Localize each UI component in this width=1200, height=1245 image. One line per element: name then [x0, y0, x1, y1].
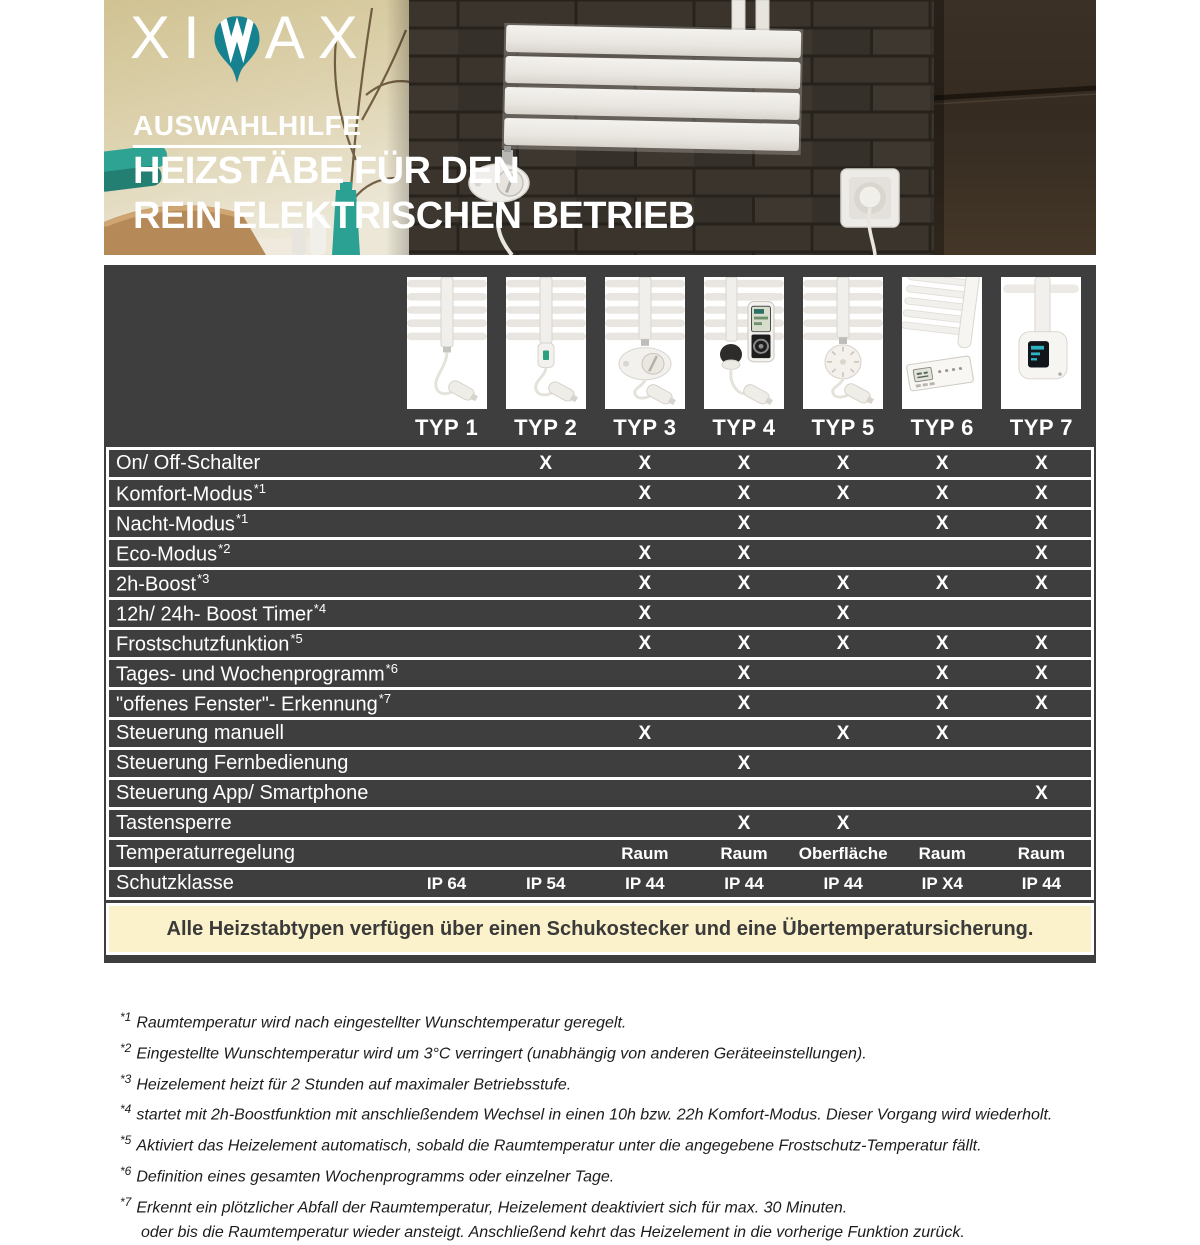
feature-cell-typ5: X — [836, 812, 850, 834]
feature-label-superscript: *3 — [197, 570, 210, 586]
feature-cell-typ7: Raum — [1017, 843, 1066, 863]
footnote-marker: *6 — [120, 1164, 132, 1179]
feature-row — [109, 480, 1091, 510]
feature-cell-typ5: X — [836, 482, 850, 504]
feature-cell-typ6: Raum — [918, 843, 966, 863]
comparison-table — [104, 265, 1096, 963]
column-header-typ3: TYP 3 — [613, 415, 677, 440]
feature-label: Schutzklasse — [116, 872, 234, 894]
feature-row — [109, 720, 1091, 750]
kicker-heading: AUSWAHLHILFE — [133, 110, 361, 148]
feature-cell-typ5: X — [836, 572, 850, 594]
title-line2: REIN ELEKTRISCHEN BETRIEB — [133, 195, 695, 237]
feature-cell-typ1: IP 64 — [426, 873, 467, 893]
footnote-2 — [120, 1036, 1096, 1067]
feature-cell-typ2: X — [539, 452, 553, 474]
feature-label-superscript: *2 — [218, 540, 231, 556]
title-line1: HEIZSTÄBE FÜR DEN — [133, 150, 520, 192]
footnote-text: oder bis die Raumtemperatur wieder ansteigt. Anschließend kehrt das Heizelement in die vorherige Funktion zurück. — [141, 1223, 965, 1241]
feature-row — [109, 510, 1091, 540]
feature-cell-typ5: X — [836, 722, 850, 744]
feature-cell-typ6: X — [935, 482, 949, 504]
footnote-7 — [120, 1190, 1096, 1221]
footnote-text: Erkennt ein plötzlicher Abfall der Raumtemperatur, Heizelement deaktiviert sich für max. 30 Minuten. — [136, 1199, 848, 1217]
feature-cell-typ7: X — [1035, 692, 1048, 714]
hero-banner — [104, 0, 1096, 255]
feature-label: "offenes Fenster"- Erkennung$^{*7}$ — [116, 690, 392, 716]
feature-row — [109, 450, 1091, 480]
feature-row — [109, 540, 1091, 570]
photo-row-spacer — [109, 277, 397, 409]
feature-label: Tastensperre — [116, 812, 232, 834]
feature-cell-typ6: IP X4 — [921, 873, 963, 893]
feature-cell-typ7: X — [1035, 572, 1048, 594]
feature-label-superscript: *4 — [313, 600, 327, 616]
feature-cell-typ4: X — [737, 812, 751, 834]
feature-cell-typ4: X — [737, 512, 751, 534]
feature-label-superscript: *1 — [235, 510, 249, 526]
feature-cell-typ6: X — [935, 572, 949, 594]
feature-label: Komfort-Modus$^{*1}$ — [116, 480, 267, 506]
feature-cell-typ3: IP 44 — [625, 873, 665, 893]
page-title — [133, 149, 695, 239]
feature-cell-typ6: X — [935, 512, 949, 534]
feature-label: Tages- und Wochenprogramm$^{*6}$ — [116, 660, 398, 686]
feature-cell-typ4: Raum — [720, 843, 768, 863]
feature-cell-typ3: X — [638, 602, 652, 624]
feature-cell-typ5: X — [836, 452, 850, 474]
feature-cell-typ6: X — [935, 722, 949, 744]
footnote-5 — [120, 1128, 1096, 1159]
feature-cell-typ4: X — [737, 662, 751, 684]
footnote-marker: *1 — [120, 1010, 132, 1024]
feature-cell-typ5: X — [836, 632, 850, 654]
feature-cell-typ3: X — [638, 452, 652, 474]
feature-cell-typ4: X — [737, 692, 751, 714]
typ4-product-photo — [704, 277, 784, 409]
feature-label: 12h/ 24h- Boost Timer$^{*4}$ — [116, 600, 327, 626]
feature-row — [109, 600, 1091, 630]
feature-cell-typ3: Raum — [621, 843, 669, 863]
footnote-4 — [120, 1097, 1096, 1128]
feature-cell-typ6: X — [935, 632, 949, 654]
footnote-text: Definition eines gesamten Wochenprogramms oder einzelner Tage. — [136, 1168, 615, 1186]
feature-row — [109, 840, 1091, 870]
feature-cell-typ4: X — [737, 632, 751, 654]
product-photo-row — [109, 277, 1091, 409]
logo-text-left: XI — [130, 4, 213, 71]
column-header-typ1: TYP 1 — [414, 415, 479, 440]
footnotes — [104, 1005, 1096, 1245]
feature-cell-typ7: X — [1035, 662, 1048, 684]
column-header-typ7: TYP 7 — [1009, 415, 1074, 440]
footnote-marker: *7 — [120, 1194, 132, 1209]
ximax-logo-mark-icon — [211, 14, 263, 86]
feature-label: Nacht-Modus$^{*1}$ — [116, 510, 249, 536]
footnote-marker: *2 — [120, 1040, 132, 1055]
feature-cell-typ3: X — [638, 542, 652, 564]
feature-row — [109, 810, 1091, 840]
column-header-typ6: TYP 6 — [910, 415, 974, 440]
typ1-product-photo — [407, 277, 487, 409]
footnote-text: Raumtemperatur wird nach eingestellter Wunschtemperatur geregelt. — [136, 1014, 627, 1032]
feature-cell-typ3: X — [638, 722, 652, 744]
footnote-3 — [120, 1067, 1096, 1098]
feature-cell-typ7: X — [1035, 482, 1048, 504]
column-header-typ4: TYP 4 — [712, 415, 776, 440]
footnote-1 — [120, 1005, 1096, 1036]
feature-row — [109, 660, 1091, 690]
feature-cell-typ5: Oberfläche — [798, 843, 888, 863]
feature-cell-typ4: X — [737, 452, 751, 474]
page — [104, 0, 1096, 1245]
feature-label-superscript: *7 — [378, 690, 392, 706]
feature-row — [109, 690, 1091, 720]
typ5-product-photo — [803, 277, 883, 409]
feature-label: Steuerung App/ Smartphone — [116, 782, 369, 804]
feature-cell-typ7: X — [1035, 512, 1048, 534]
feature-row — [109, 630, 1091, 660]
feature-cell-typ2: IP 54 — [526, 873, 566, 893]
footnote-7-continuation — [120, 1221, 1096, 1245]
footnote-marker: *5 — [120, 1133, 132, 1148]
feature-label: Temperaturregelung — [116, 842, 295, 864]
feature-cell-typ4: IP 44 — [724, 873, 764, 893]
feature-cell-typ4: X — [737, 482, 751, 504]
footnote-text: startet mit 2h-Boostfunktion mit anschließendem Wechsel in einen 10h bzw. 22h Komfort-Modus. Dieser Vorgang wird wiederholt. — [136, 1106, 1053, 1124]
column-header-typ5: TYP 5 — [811, 415, 875, 440]
column-header-row — [109, 409, 1091, 447]
feature-row — [109, 780, 1091, 810]
feature-cell-typ3: X — [638, 572, 652, 594]
feature-row — [109, 570, 1091, 600]
feature-cell-typ7: X — [1035, 632, 1048, 654]
feature-cell-typ3: X — [638, 482, 652, 504]
feature-cell-typ6: X — [935, 452, 949, 474]
feature-label: Eco-Modus$^{*2}$ — [116, 540, 231, 566]
typ2-product-photo — [506, 277, 586, 409]
feature-label-superscript: *6 — [385, 660, 398, 676]
feature-cell-typ5: IP 44 — [823, 873, 863, 893]
feature-label: Steuerung manuell — [116, 722, 284, 744]
note-band — [106, 903, 1094, 955]
feature-cell-typ3: X — [638, 632, 652, 654]
footnote-marker: *4 — [120, 1102, 132, 1117]
feature-cell-typ6: X — [935, 692, 949, 714]
feature-label-superscript: *5 — [290, 630, 303, 646]
feature-cell-typ6: X — [935, 662, 949, 684]
feature-cell-typ7: X — [1035, 452, 1048, 474]
feature-cell-typ7: X — [1035, 542, 1048, 564]
feature-cell-typ4: X — [737, 542, 751, 564]
footnote-text: Aktiviert das Heizelement automatisch, sobald die Raumtemperatur unter die angegebene Frostschutz-Temperatur fällt. — [136, 1137, 982, 1155]
typ6-product-photo — [902, 277, 982, 409]
brand-logo — [130, 4, 371, 86]
footnote-text: Heizelement heizt für 2 Stunden auf maximaler Betriebsstufe. — [136, 1075, 572, 1093]
typ3-product-photo — [605, 277, 685, 409]
feature-cell-typ7: X — [1035, 782, 1048, 804]
feature-label: Steuerung Fernbedienung — [116, 752, 349, 774]
feature-row — [109, 750, 1091, 780]
feature-label: On/ Off-Schalter — [116, 452, 261, 474]
feature-cell-typ4: X — [737, 752, 751, 774]
typ7-product-photo — [1001, 277, 1081, 409]
column-header-typ2: TYP 2 — [514, 415, 578, 440]
feature-cell-typ7: IP 44 — [1021, 873, 1062, 893]
footnote-text: Eingestellte Wunschtemperatur wird um 3°C verringert (unabhängig von anderen Geräteeinstellungen). — [136, 1045, 867, 1063]
footnote-6 — [120, 1159, 1096, 1190]
logo-text-right: AX — [264, 4, 371, 71]
feature-cell-typ4: X — [737, 572, 751, 594]
feature-label: Frostschutzfunktion$^{*5}$ — [116, 630, 303, 656]
feature-cell-typ5: X — [836, 602, 850, 624]
footnote-marker: *3 — [120, 1071, 132, 1086]
feature-label: 2h-Boost$^{*3}$ — [116, 570, 210, 596]
note-text: Alle Heizstabtypen verfügen über einen Schukostecker und eine Übertemperatursicherung. — [166, 917, 1034, 940]
feature-row — [109, 870, 1091, 897]
feature-label-superscript: *1 — [253, 480, 267, 496]
feature-rows — [106, 447, 1094, 900]
